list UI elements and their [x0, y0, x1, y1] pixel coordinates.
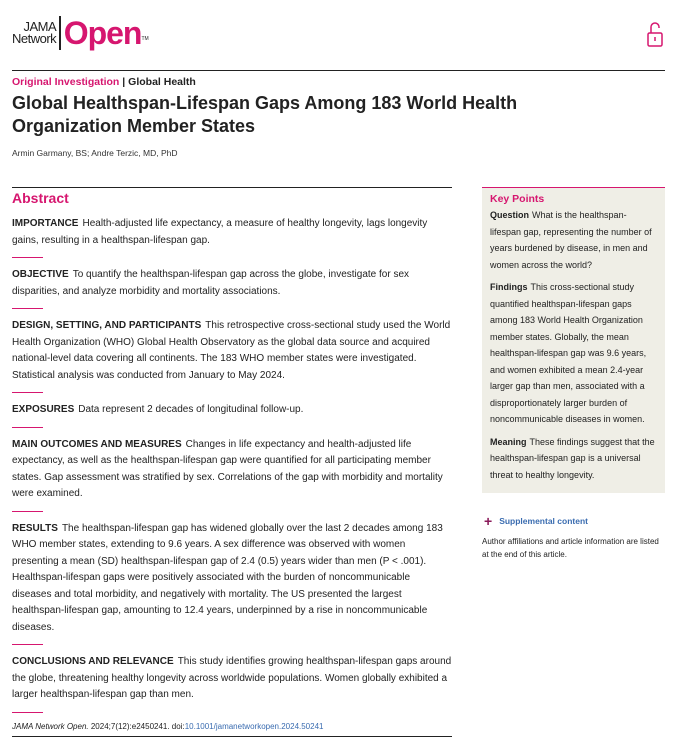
key-points-heading: Key Points	[490, 193, 545, 205]
key-points-box	[482, 187, 665, 493]
section-divider	[12, 644, 43, 645]
section-label: MAIN OUTCOMES AND MEASURES	[12, 438, 182, 450]
header-divider	[12, 70, 665, 71]
doi-link[interactable]: 10.1001/jamanetworkopen.2024.50241	[184, 721, 324, 731]
abstract-section	[12, 216, 452, 249]
abstract-section	[12, 402, 452, 419]
section-label: CONCLUSIONS AND RELEVANCE	[12, 656, 174, 667]
section-divider	[12, 308, 43, 309]
section-divider	[12, 511, 43, 512]
section-text: Health-adjusted life expectancy, a measure of healthy longevity, lags longevity gains, resulting in a healthspan-lifespan gap.	[12, 218, 428, 246]
abstract-section	[12, 437, 452, 503]
section-text: To quantify the healthspan-lifespan gap across the globe, investigate for sex disparities, and analyze morbidity and mortality associations.	[12, 269, 410, 297]
section-text: Data represent 2 decades of longitudinal follow-up.	[78, 404, 304, 415]
key-point-text: What is the healthspan-lifespan gap, representing the number of years burdened by disease, in men and women across the world?	[490, 210, 652, 270]
section-text: This retrospective cross-sectional study used the World Health Organization (WHO) Global Health Observatory as the global data source and acquired national-level data covering all continents. The 183 WHO member states were investigated. Statistical analysis was conducted from January to May 2024.	[12, 320, 451, 381]
category-separator: |	[122, 76, 126, 88]
section-text: Changes in life expectancy and health-adjusted life expectancy, as well as the healthspan-lifespan gap were quantified for all participating member states. Gap assessment was stratified by sex. Correlations of the gap with morbidity and mortality were examined.	[12, 438, 443, 499]
abstract	[12, 187, 452, 731]
article-category	[12, 76, 196, 88]
citation: JAMA Network Open. 2024;7(12):e2450241. doi:10.1001/jamanetworkopen.2024.50241	[12, 721, 324, 731]
key-point-text: These findings suggest that the healthspan-lifespan gap is a universal threat to healthy longevity.	[490, 436, 655, 480]
key-point-label: Findings	[490, 282, 528, 292]
key-point	[490, 434, 657, 484]
section-text: The healthspan-lifespan gap has widened globally over the last 2 decades among 183 WHO member states, extending to 9.6 years. A sex difference was observed with women presenting a mean (SD) healthspan-lifespan gap of 2.4 (0.5) years wider than men (P < .001). Healthspan-lifespan gaps were positively associated with the burden of noncommunicable diseases and total morbidity, and negatively with mortality. The US presented the largest healthspan-lifespan gap, amounting to 12.4 years, underpinned by a rise in noncommunicable diseases.	[12, 522, 443, 633]
key-point-text: This cross-sectional study quantified healthspan-lifespan gaps among 183 World Health Organization member states. Globally, the mean healthspan-lifespan gap was 9.6 years, and women exhibited a mean 2.4-year larger gap than men, associated with a disproportionately larger burden of noncommunicable diseases in women.	[490, 282, 647, 424]
section-label: IMPORTANCE	[12, 218, 79, 229]
abstract-section	[12, 654, 452, 704]
article-title: Global Healthspan-Lifespan Gaps Among 183 World Health Organization Member States	[12, 93, 518, 136]
section-label: OBJECTIVE	[12, 269, 69, 280]
section-label: EXPOSURES	[12, 404, 75, 415]
section-divider	[12, 392, 43, 393]
key-point-label: Question	[490, 210, 530, 220]
logo-divider	[59, 16, 61, 50]
plus-icon: +	[484, 513, 493, 529]
authors: Armin Garmany, BS; Andre Terzic, MD, PhD	[12, 148, 178, 158]
abstract-heading: Abstract	[12, 190, 69, 206]
section-label: DESIGN, SETTING, AND PARTICIPANTS	[12, 320, 202, 331]
subcategory[interactable]: Global Health	[128, 76, 196, 88]
supplemental-label: Supplemental content	[499, 516, 588, 526]
section-divider	[12, 712, 43, 713]
abstract-section	[12, 318, 452, 384]
abstract-section	[12, 521, 452, 637]
category-link[interactable]: Original Investigation	[12, 76, 120, 88]
key-point	[490, 207, 657, 273]
abstract-section	[12, 267, 452, 300]
supplemental-content-link[interactable]	[484, 513, 588, 529]
section-label: RESULTS	[12, 522, 58, 534]
open-lock-icon[interactable]	[646, 20, 664, 48]
logo-jama-network: JAMA Network	[12, 19, 57, 46]
section-divider	[12, 257, 43, 258]
section-text: This study identifies growing healthspan-lifespan gaps around the globe, threatening healthy longevity across worldwide populations. Women globally exhibited a larger healthspan-lifespan gap than men.	[12, 656, 452, 700]
logo-tm: TM	[141, 36, 149, 42]
key-point	[490, 279, 657, 428]
section-divider	[12, 427, 43, 428]
journal-logo[interactable]	[12, 16, 149, 50]
key-point-label: Meaning	[490, 436, 527, 447]
logo-open: Open	[63, 15, 142, 51]
affiliations-note: Author affiliations and article information are listed at the end of this article.	[482, 537, 659, 559]
